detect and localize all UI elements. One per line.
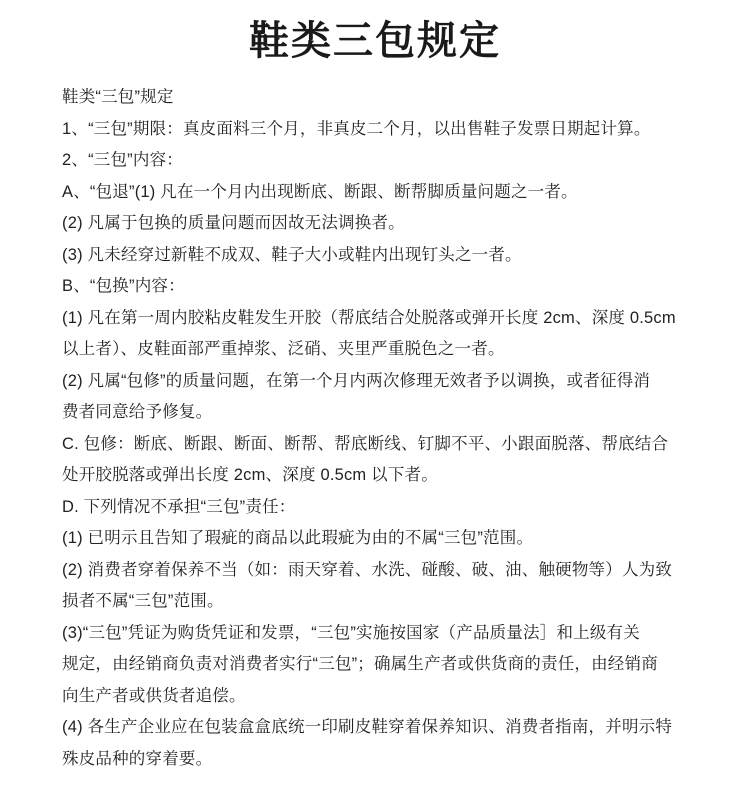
text-line-exclusion-1: (1) 已明示且告知了瑕疵的商品以此瑕疵为由的不属“三包”范围。 [62, 529, 534, 547]
text-line-exclusion-4b: 殊皮品种的穿着要。 [62, 749, 213, 768]
text-line-exchange-1a: (1) 凡在第一周内胶粘皮鞋发生开胶（帮底结合处脱落或弹开长度 2cm、深度 0.5cm [62, 308, 676, 327]
text-line-exchange-1b: 以上者）、皮鞋面部严重掉浆、泛硝、夹里严重脱色之一者。 [62, 340, 505, 358]
text-line-content-heading: 2、“三包”内容： [62, 151, 183, 169]
text-line-exchange-2b: 费者同意给予修复。 [62, 403, 213, 421]
document-body [62, 82, 702, 775]
text-line-subtitle: 鞋类“三包”规定 [62, 88, 174, 106]
text-line-exclusion-4a: (4) 各生产企业应在包装盒盒底统一印刷皮鞋穿着保养知识、消费者指南，并明示特 [62, 718, 673, 736]
page-title: 鞋类三包规定 [249, 19, 501, 63]
text-line-exclusion-3a: (3)“三包”凭证为购货凭证和发票，“三包”实施按国家（产品质量法］和上级有关 [62, 623, 640, 642]
text-line-exclusions-heading: D. 下列情况不承担“三包”责任： [62, 497, 296, 516]
text-line-exclusion-2a: (2) 消费者穿着保养不当（如：雨天穿着、水洗、碰酸、破、油、触硬物等）人为致 [62, 560, 673, 579]
text-line-refund-3: (3) 凡未经穿过新鞋不成双、鞋子大小或鞋内出现钉头之一者。 [62, 245, 522, 264]
text-line-exclusion-2b: 损者不属“三包”范围。 [62, 592, 224, 610]
text-line-exclusion-3c: 向生产者或供货者追偿。 [62, 686, 246, 705]
text-line-refund-a: A、“包退”(1) 凡在一个月内出现断底、断跟、断帮脚质量问题之一者。 [62, 182, 578, 201]
text-line-repair-b: 处开胶脱落或弹出长度 2cm、深度 0.5cm 以下者。 [62, 466, 438, 484]
text-line-exchange-heading: B、“包换”内容： [62, 277, 185, 295]
text-line-refund-2: (2) 凡属于包换的质量问题而因故无法调换者。 [62, 214, 405, 232]
text-line-period: 1、“三包”期限：真皮面料三个月，非真皮二个月，以出售鞋子发票日期起计算。 [62, 119, 651, 138]
text-line-repair-a: C. 包修：断底、断跟、断面、断帮、帮底断线、钉脚不平、小跟面脱落、帮底结合 [62, 434, 669, 453]
text-line-exchange-2a: (2) 凡属“包修”的质量问题，在第一个月内两次修理无效者予以调换，或者征得消 [62, 371, 651, 390]
text-line-exclusion-3b: 规定，由经销商负责对消费者实行“三包”；确属生产者或供货商的责任，由经销商 [62, 655, 658, 673]
